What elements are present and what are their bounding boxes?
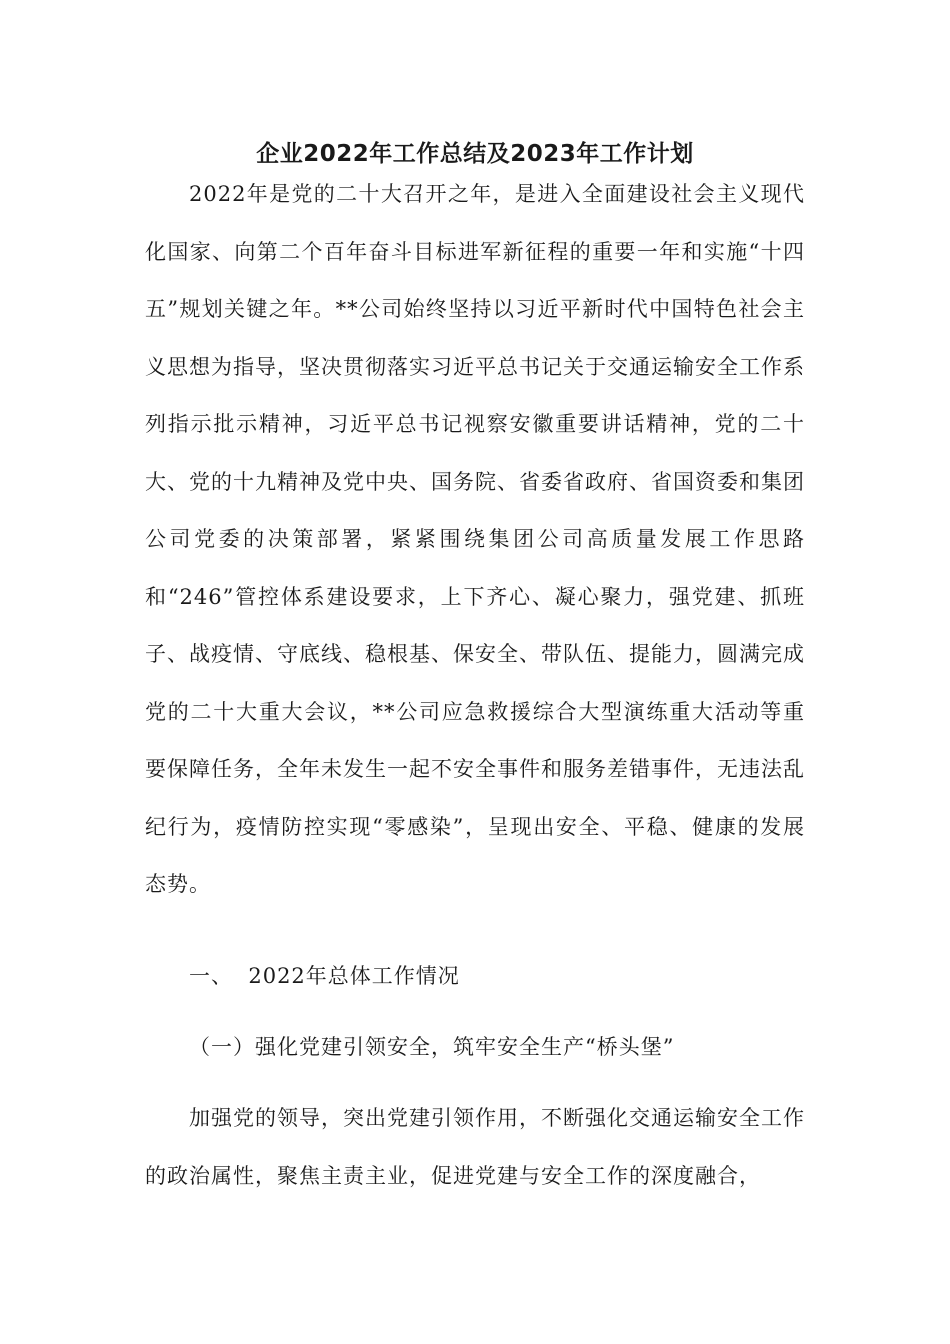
document-title: 企业2022年工作总结及2023年工作计划 bbox=[256, 141, 694, 167]
subsection-heading: （一）强化党建引领安全，筑牢安全生产“桥头堡” bbox=[189, 1035, 675, 1059]
section-heading: 一、 2022年总体工作情况 bbox=[189, 964, 460, 988]
intro-paragraph: 2022年是党的二十大召开之年，是进入全面建设社会主义现代化国家、向第二个百年奋斗目标进军新征程的重要一年和实施“十四五”规划关键之年。**公司始终坚持以习近平新时代中国特色社会主义思想为指导，坚决贯彻落实习近平总书记关于交通运输安全工作系列指示批示精神，习近平总书记视察安徽重要讲话精神，党的二十大、党的十九精神及党中央、国务院、省委省政府、省国资委和集团公司党委的决策部署，紧紧围绕集团公司高质量发展工作思路和“246”管控体系建设要求，上下齐心、凝心聚力，强党建、抓班子、战疫情、守底线、稳根基、保安全、带队伍、提能力，圆满完成党的二十大重大会议，**公司应急救援综合大型演练重大活动等重要保障任务，全年未发生一起不安全事件和服务差错事件，无违法乱纪行为，疫情防控实现“零感染”，呈现出安全、平稳、健康的发展态势。 bbox=[145, 182, 805, 896]
body-paragraph: 加强党的领导，突出党建引领作用，不断强化交通运输安全工作的政治属性，聚焦主责主业，促进党建与安全工作的深度融合， bbox=[145, 1106, 805, 1188]
